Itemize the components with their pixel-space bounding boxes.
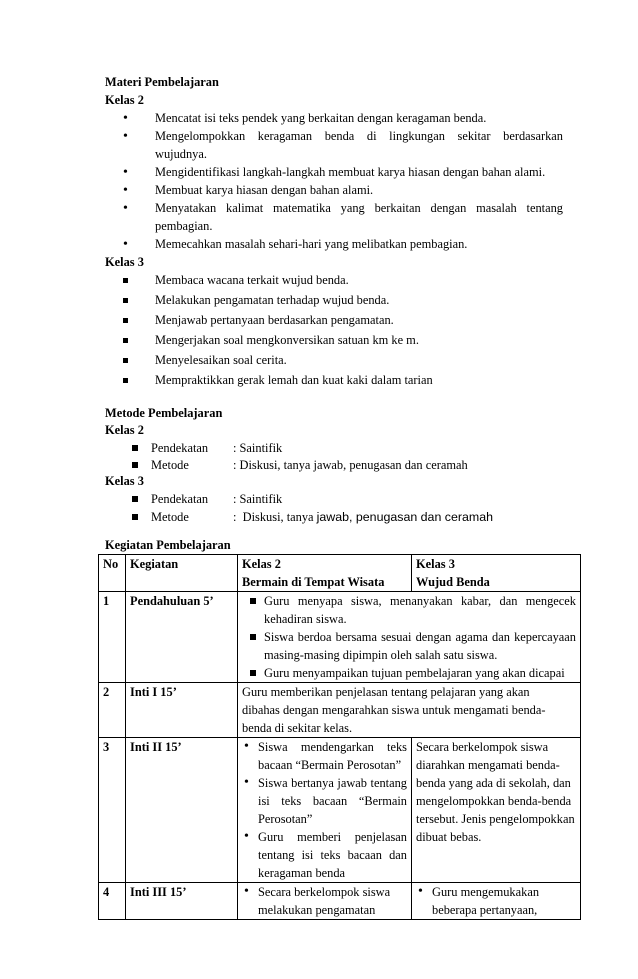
header-kelas3-theme: Wujud Benda	[416, 575, 490, 589]
square-bullet-icon	[123, 310, 128, 328]
row-kegiatan: Inti II 15’	[126, 738, 238, 883]
list-item: • Siswa bertanya jawab tentang isi teks bacaan “Bermain Perosotan”	[242, 774, 407, 828]
row-kelas2-content	[238, 883, 412, 920]
materi-kelas3-label: Kelas 3	[105, 255, 144, 269]
square-bullet-icon	[123, 330, 128, 348]
bullet-icon	[123, 163, 128, 182]
row-kelas3-text: Secara berkelompok siswa diarahkan mengamati benda-benda yang ada di sekolah, dan mengelompokkan benda-benda tersebut. Jenis pengelompokkan dibuat bebas.	[416, 740, 575, 844]
metode-kelas3-value	[233, 508, 493, 526]
table-row	[99, 683, 581, 738]
header-kegiatan: Kegiatan	[126, 555, 238, 592]
materi-kelas2-item: Mengelompokkan keragaman benda di lingkungan sekitar berdasarkan	[155, 129, 563, 143]
table-header-row	[99, 555, 581, 592]
header-no: No	[99, 555, 126, 592]
metode-kelas2-value: : Diskusi, tanya jawab, penugasan dan ceramah	[233, 458, 468, 472]
row-kegiatan: Inti I 15’	[126, 683, 238, 738]
materi-kelas2-item-cont: pembagian.	[155, 219, 213, 233]
metode-kelas3-value-a: : Diskusi, tanya	[233, 510, 317, 524]
kegiatan-heading: Kegiatan Pembelajaran	[105, 538, 231, 552]
square-bullet-icon	[123, 290, 128, 308]
row-kegiatan: Pendahuluan 5’	[126, 592, 238, 683]
row-kelas2-content	[238, 738, 412, 883]
header-kelas3-title: Kelas 3	[416, 557, 455, 571]
materi-heading: Materi Pembelajaran	[105, 75, 219, 89]
materi-kelas3-item: Mempraktikkan gerak lemah dan kuat kaki dalam tarian	[155, 373, 433, 387]
list-item: • Siswa mendengarkan teks bacaan “Bermain Perosotan”	[242, 738, 407, 774]
metode-kelas3-key: Pendekatan	[151, 492, 209, 506]
list-item: Siswa berdoa bersama sesuai dengan agama dan kepercayaan masing-masing dipimpin oleh salah satu siswa.	[242, 628, 576, 664]
materi-kelas2-item: Memecahkan masalah sehari-hari yang melibatkan pembagian.	[155, 237, 468, 251]
bullet-icon	[123, 181, 128, 200]
row-no: 3	[99, 738, 126, 883]
square-bullet-icon	[123, 370, 128, 388]
square-bullet-icon	[132, 438, 138, 456]
metode-kelas2-value: : Saintifik	[233, 441, 283, 455]
materi-kelas2-item: Mengidentifikasi langkah-langkah membuat karya hiasan dengan bahan alami.	[155, 165, 546, 179]
square-bullet-icon	[132, 507, 138, 525]
materi-kelas3-item: Mengerjakan soal mengkonversikan satuan km ke m.	[155, 333, 419, 347]
materi-kelas2-item: Membuat karya hiasan dengan bahan alami.	[155, 183, 374, 197]
materi-kelas2-label: Kelas 2	[105, 93, 144, 107]
row-content	[238, 683, 581, 738]
header-kelas2-theme: Bermain di Tempat Wisata	[242, 575, 385, 589]
materi-kelas3-item: Menjawab pertanyaan berdasarkan pengamatan.	[155, 313, 394, 327]
row-kelas3-content	[412, 883, 581, 920]
materi-kelas2-item: Mencatat isi teks pendek yang berkaitan dengan keragaman benda.	[155, 111, 487, 125]
row-kelas3-content	[412, 738, 581, 883]
row-kegiatan: Inti III 15’	[126, 883, 238, 920]
square-bullet-icon	[132, 455, 138, 473]
list-item: Guru menyapa siswa, menanyakan kabar, dan mengecek kehadiran siswa.	[242, 592, 576, 628]
metode-kelas3-value-b: jawab, penugasan dan ceramah	[316, 510, 493, 524]
materi-kelas3-item: Melakukan pengamatan terhadap wujud benda.	[155, 293, 390, 307]
bullet-icon	[123, 199, 128, 218]
metode-heading: Metode Pembelajaran	[105, 406, 223, 420]
table-row	[99, 883, 581, 920]
square-bullet-icon	[123, 270, 128, 288]
list-item: Guru menyampaikan tujuan pembelajaran yang akan dicapai	[242, 664, 576, 682]
list-item: • Secara berkelompok siswa melakukan pengamatan	[242, 883, 392, 919]
metode-kelas2-key: Metode	[151, 458, 189, 472]
table-row	[99, 738, 581, 883]
table-row	[99, 592, 581, 683]
row-no: 2	[99, 683, 126, 738]
kegiatan-table	[98, 554, 581, 920]
list-item: • Guru mengemukakan beberapa pertanyaan,	[416, 883, 556, 919]
header-kelas2-title: Kelas 2	[242, 557, 281, 571]
metode-kelas2-key: Pendekatan	[151, 441, 209, 455]
row-text: Guru memberikan penjelasan tentang pelajaran yang akan dibahas dengan mengarahkan siswa untuk mengamati benda-benda di sekitar kelas.	[242, 685, 546, 735]
header-kelas3	[412, 555, 581, 592]
row-no: 4	[99, 883, 126, 920]
materi-kelas3-item: Menyelesaikan soal cerita.	[155, 353, 287, 367]
bullet-icon	[123, 235, 128, 254]
list-item: • Guru memberi penjelasan tentang isi teks bacaan dan keragaman benda	[242, 828, 407, 882]
materi-kelas2-item-cont: wujudnya.	[155, 147, 207, 161]
metode-kelas3-key: Metode	[151, 510, 189, 524]
metode-kelas3-label: Kelas 3	[105, 474, 144, 488]
materi-kelas2-item: Menyatakan kalimat matematika yang berkaitan dengan masalah tentang	[155, 201, 563, 215]
bullet-icon	[123, 109, 128, 128]
metode-kelas2-label: Kelas 2	[105, 423, 144, 437]
metode-kelas3-value: : Saintifik	[233, 492, 283, 506]
materi-kelas3-item: Membaca wacana terkait wujud benda.	[155, 273, 349, 287]
header-kelas2	[238, 555, 412, 592]
square-bullet-icon	[123, 350, 128, 368]
bullet-icon	[123, 127, 128, 146]
square-bullet-icon	[132, 489, 138, 507]
row-no: 1	[99, 592, 126, 683]
row-content	[238, 592, 581, 683]
